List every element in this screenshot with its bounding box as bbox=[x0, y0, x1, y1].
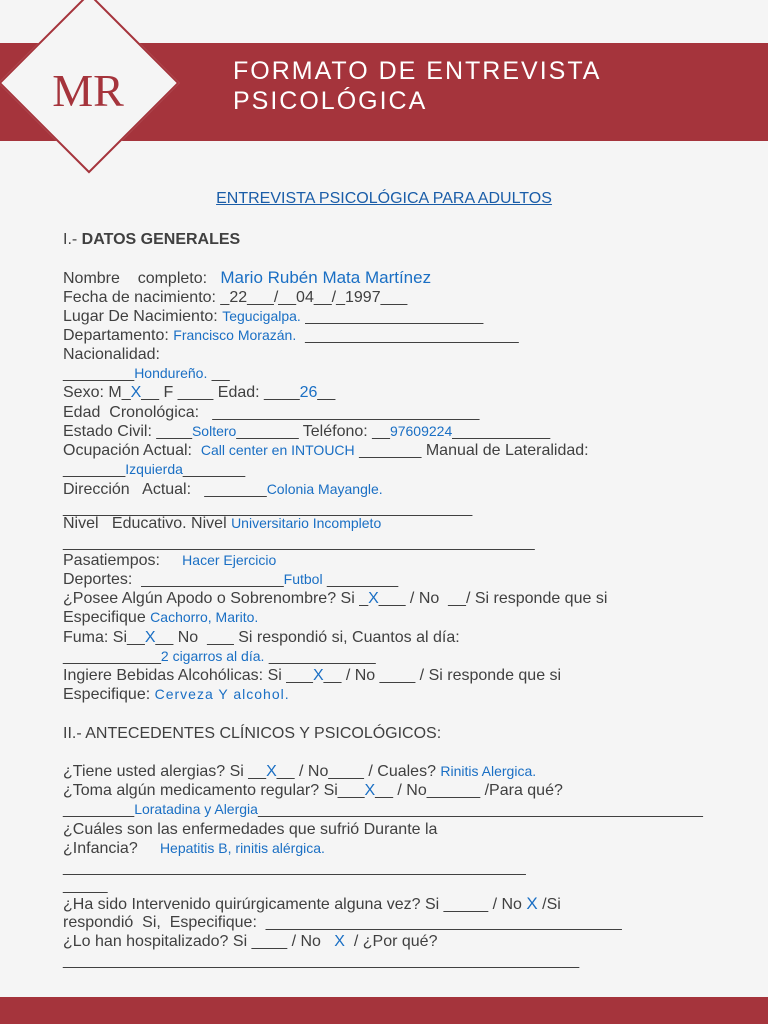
field-apodo-especifique: Especifique Cachorro, Marito. bbox=[63, 609, 259, 626]
value-deportes: Futbol bbox=[283, 571, 323, 587]
field-medicamento: ¿Toma algún medicamento regular? Si___X__ / No______ /Para qué? bbox=[63, 782, 563, 799]
form-subtitle: ENTREVISTA PSICOLÓGICA PARA ADULTOS bbox=[216, 190, 552, 207]
footer-band bbox=[0, 997, 768, 1024]
field-alergias: ¿Tiene usted alergias? Si __X__ / No____ / Cuales? Rinitis Alergica. bbox=[63, 763, 537, 780]
value-bebidas: Cerveza Y alcohol. bbox=[154, 686, 290, 702]
field-bebidas-especifique: Especifique: Cerveza Y alcohol. bbox=[63, 686, 290, 703]
field-infancia-blank: ____________________________________________________ bbox=[63, 859, 526, 876]
field-direccion-blank: ______________________________________________ bbox=[63, 500, 473, 517]
value-direccion: Colonia Mayangle. bbox=[266, 481, 383, 497]
mark-sexo: X bbox=[130, 384, 142, 401]
field-infancia: ¿Infancia? Hepatitis B, rinitis alérgica. bbox=[63, 840, 325, 857]
field-nacionalidad: ________Hondureño. __ bbox=[63, 365, 230, 382]
field-nivel-blank: _____________________________________________________ bbox=[63, 534, 535, 551]
field-estado-telefono: Estado Civil: ____Soltero_______ Teléfono: __97609224___________ bbox=[63, 423, 551, 440]
field-deportes: Deportes: ________________Futbol ________ bbox=[63, 571, 399, 588]
field-bebidas: Ingiere Bebidas Alcohólicas: Si ___X__ / No ____ / Si responde que si bbox=[63, 667, 562, 684]
field-nivel: Nivel Educativo. Nivel Universitario Incompleto bbox=[63, 515, 382, 532]
field-intervenido: ¿Ha sido Intervenido quirúrgicamente alguna vez? Si _____ / No X /Si bbox=[63, 894, 561, 913]
value-nivel: Universitario Incompleto bbox=[231, 515, 382, 531]
field-sexo-edad: Sexo: M_X__ F ____ Edad: ____26__ bbox=[63, 384, 336, 401]
field-direccion: Dirección Actual: _______Colonia Mayangle. bbox=[63, 481, 383, 498]
field-enfermedades: ¿Cuáles son las enfermedades que sufrió Durante la bbox=[63, 821, 438, 838]
section-1-heading: I.- DATOS GENERALES bbox=[63, 231, 241, 248]
value-fuma: 2 cigarros al día. bbox=[160, 648, 265, 664]
title-line-1: FORMATO DE ENTREVISTA bbox=[233, 57, 602, 85]
field-nacionalidad-label: Nacionalidad: bbox=[63, 346, 160, 363]
field-hospitalizado: ¿Lo han hospitalizado? Si ____ / No X / ¿Por qué? bbox=[63, 933, 438, 950]
field-departamento: Departamento: Francisco Morazán. ________________________ bbox=[63, 327, 519, 344]
field-intervenido-especifique: respondió Si, Especifique: ________________________________________ bbox=[63, 914, 622, 931]
field-edad-cronologica: Edad Cronológica: ______________________________ bbox=[63, 404, 480, 421]
field-fuma-cantidad: ___________2 cigarros al día. ____________ bbox=[63, 648, 376, 665]
logo-monogram: MR bbox=[52, 65, 124, 116]
value-ocupacion: Call center en INTOUCH bbox=[200, 442, 355, 458]
field-medicamento-para: ________Loratadina y Alergia__________________________________________________ bbox=[63, 801, 703, 818]
value-lateralidad: Izquierda bbox=[125, 461, 183, 477]
value-infancia: Hepatitis B, rinitis alérgica. bbox=[159, 840, 325, 856]
value-edad: 26 bbox=[299, 384, 318, 401]
field-infancia-blank-2: _____ bbox=[63, 877, 108, 894]
field-lugar: Lugar De Nacimiento: Tegucigalpa. ____________________ bbox=[63, 308, 484, 325]
mark-apodo: X bbox=[368, 590, 379, 607]
mark-intervenido: X bbox=[526, 894, 538, 913]
title-line-2: PSICOLÓGICA bbox=[233, 87, 428, 115]
value-alergias: Rinitis Alergica. bbox=[440, 763, 537, 779]
mark-fuma: X bbox=[144, 629, 156, 646]
mark-bebidas: X bbox=[312, 667, 324, 684]
section-2-heading: II.- ANTECEDENTES CLÍNICOS Y PSICOLÓGICOS: bbox=[63, 725, 442, 742]
value-estado-civil: Soltero bbox=[191, 423, 237, 439]
value-telefono: 97609224 bbox=[389, 423, 453, 439]
field-apodo: ¿Posee Algún Apodo o Sobrenombre? Si _X___ / No __/ Si responde que si bbox=[63, 590, 608, 607]
value-apodo: Cachorro, Marito. bbox=[150, 609, 259, 625]
document-title bbox=[233, 56, 601, 116]
mark-alergias: X bbox=[266, 763, 277, 780]
field-nombre: Nombre completo: Mario Rubén Mata Martínez bbox=[63, 268, 432, 287]
field-fecha: Fecha de nacimiento: _22___/__04__/_1997___ bbox=[63, 289, 408, 306]
mark-hospitalizado: X bbox=[334, 933, 345, 950]
value-pasatiempos: Hacer Ejercicio bbox=[182, 552, 277, 568]
field-hospitalizado-blank: __________________________________________________________ bbox=[63, 952, 580, 969]
value-medicamento: Loratadina y Alergia bbox=[134, 801, 258, 817]
field-ocupacion: Ocupación Actual: Call center en INTOUCH _______ Manual de Lateralidad: bbox=[63, 442, 589, 459]
value-lugar: Tegucigalpa. bbox=[222, 308, 301, 324]
mark-medicamento: X bbox=[364, 782, 376, 799]
value-nombre: Mario Rubén Mata Martínez bbox=[220, 268, 432, 287]
field-lateralidad: _______Izquierda_______ bbox=[63, 461, 246, 478]
field-pasatiempos: Pasatiempos: Hacer Ejercicio bbox=[63, 552, 277, 569]
field-fuma: Fuma: Si__X__ No ___ Si respondió si, Cuantos al día: bbox=[63, 629, 460, 646]
value-nacionalidad: Hondureño. bbox=[134, 365, 208, 381]
value-departamento: Francisco Morazán. bbox=[173, 327, 297, 343]
